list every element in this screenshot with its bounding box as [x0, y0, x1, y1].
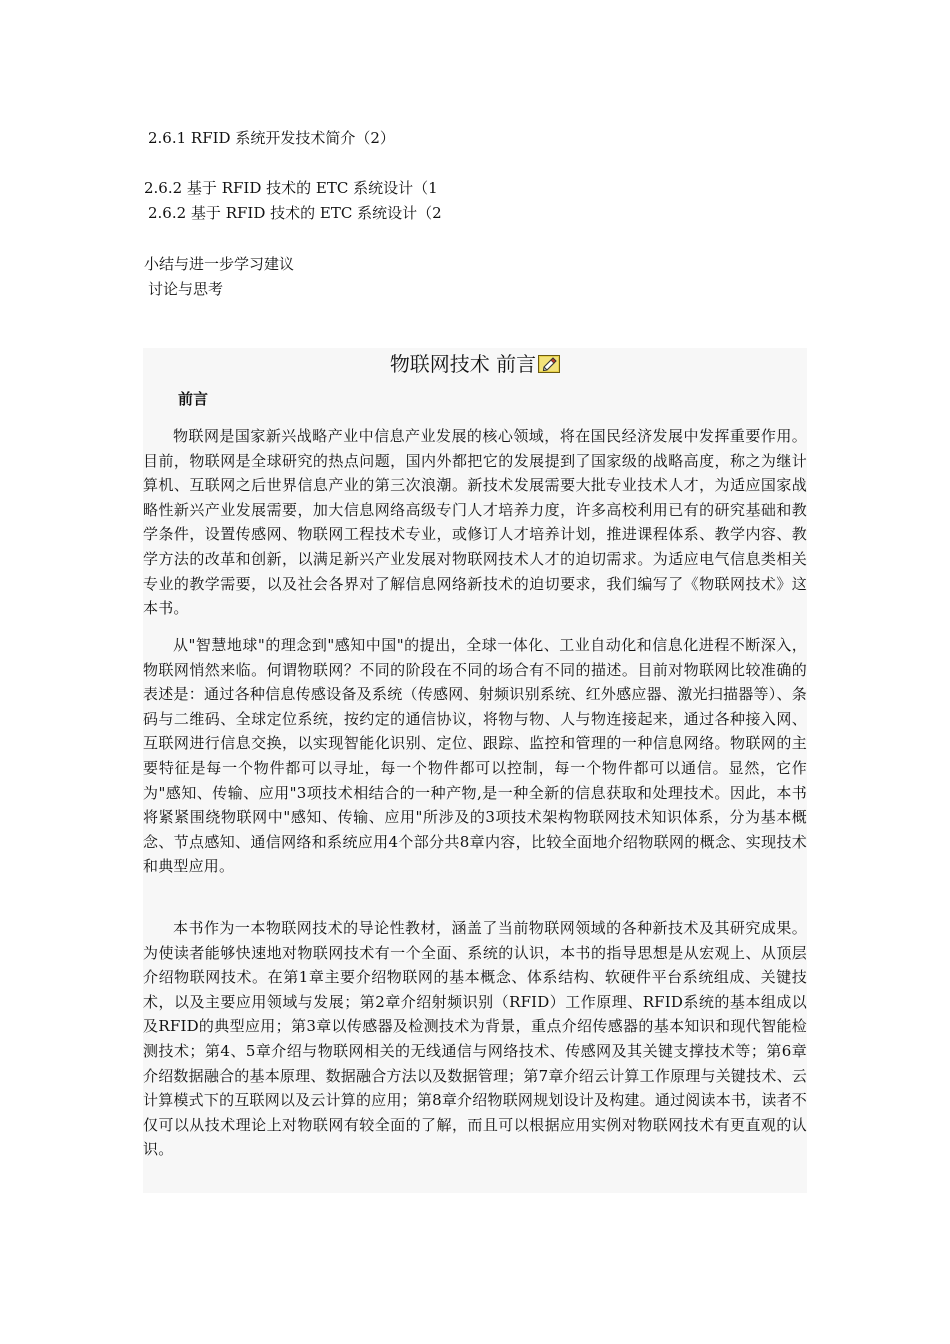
toc-item-summary[interactable]: 小结与进一步学习建议	[144, 255, 295, 273]
article-panel	[143, 348, 807, 1193]
article-title: 物联网技术 前言	[389, 352, 537, 376]
article-title-row	[143, 350, 807, 378]
paragraph: 从"智慧地球"的理念到"感知中国"的提出，全球一体化、工业自动化和信息化进程不断深入，物联网悄然来临。何谓物联网？不同的阶段在不同的场合有不同的描述。目前对物联网比较准确的表述是：通过各种信息传感设备及系统（传感网、射频识别系统、红外感应器、激光扫描器等）、条码与二维码、全球定位系统，按约定的通信协议，将物与物、人与物连接起来，通过各种接入网、互联网进行信息交换，以实现智能化识别、定位、跟踪、监控和管理的一种信息网络。物联网的主要特征是每一个物件都可以寻址，每一个物件都可以控制，每一个物件都可以通信。显然，它作为"感知、传输、应用"3项技术相结合的一种产物,是一种全新的信息获取和处理技术。因此，本书将紧紧围绕物联网中"感知、传输、应用"所涉及的3项技术架构物联网技术知识体系，分为基本概念、节点感知、通信网络和系统应用4个部分共8章内容，比较全面地介绍物联网的概念、实现技术和典型应用。	[143, 636, 807, 876]
toc-item-2-6-2-part2[interactable]: 2.6.2 基于 RFID 技术的 ETC 系统设计（2	[148, 204, 442, 222]
section-heading: 前言	[178, 390, 209, 408]
edit-icon[interactable]	[538, 352, 560, 370]
toc-item-2-6-2-part1[interactable]: 2.6.2 基于 RFID 技术的 ETC 系统设计（1	[144, 179, 438, 197]
toc-item-discussion[interactable]: 讨论与思考	[148, 280, 224, 298]
paragraph: 物联网是国家新兴战略产业中信息产业发展的核心领域，将在国民经济发展中发挥重要作用。目前，物联网是全球研究的热点问题，国内外都把它的发展提到了国家级的战略高度，称之为继计算机、互联网之后世界信息产业的第三次浪潮。新技术发展需要大批专业技术人才，为适应国家战略性新兴产业发展需要，加大信息网络高级专门人才培养力度，许多高校利用已有的研究基础和教学条件，设置传感网、物联网工程技术专业，或修订人才培养计划，推进课程体系、教学内容、教学方法的改革和创新，以满足新兴产业发展对物联网技术人才的迫切需求。为适应电气信息类相关专业的教学需要，以及社会各界对了解信息网络新技术的迫切要求，我们编写了《物联网技术》这本书。	[143, 427, 807, 618]
toc-item-2-6-1-part2[interactable]: 2.6.1 RFID 系统开发技术简介（2）	[148, 129, 395, 147]
paragraph: 本书作为一本物联网技术的导论性教材，涵盖了当前物联网领域的各种新技术及其研究成果。为使读者能够快速地对物联网技术有一个全面、系统的认识，本书的指导思想是从宏观上、从顶层介绍物联网技术。在第1章主要介绍物联网的基本概念、体系结构、软硬件平台系统组成、关键技术，以及主要应用领域与发展；第2章介绍射频识别（RFID）工作原理、RFID系统的基本组成以及RFID的典型应用；第3章以传感器及检测技术为背景，重点介绍传感器的基本知识和现代智能检测技术；第4、5章介绍与物联网相关的无线通信与网络技术、传感网及其关键支撑技术等；第6章介绍数据融合的基本原理、数据融合方法以及数据管理；第7章介绍云计算工作原理与关键技术、云计算模式下的互联网以及云计算的应用；第8章介绍物联网规划设计及构建。通过阅读本书，读者不仅可以从技术理论上对物联网有较全面的了解，而且可以根据应用实例对物联网技术有更直观的认识。	[143, 919, 807, 1159]
